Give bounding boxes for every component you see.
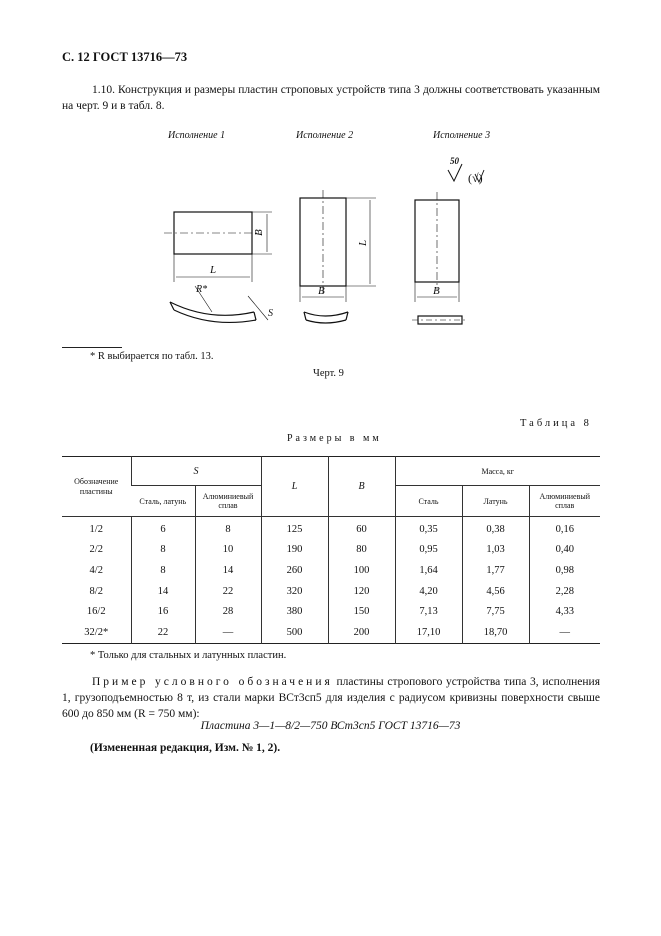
table-cell: 2/2 xyxy=(89,544,103,556)
caption-variant-1: Исполнение 1 xyxy=(168,130,226,141)
table-cell: 32/2* xyxy=(84,626,109,638)
table-cell: 8/2 xyxy=(89,585,103,597)
table-cell: 260 xyxy=(261,560,328,581)
table-cell: 125 xyxy=(261,517,328,540)
table-cell: 4/2 xyxy=(89,564,103,576)
table-subtitle: Размеры в мм xyxy=(287,433,382,444)
header-designation: Обозначение пластины xyxy=(62,457,131,517)
table-cell: 150 xyxy=(328,601,395,622)
table-row xyxy=(62,581,600,602)
table-cell: 28 xyxy=(195,601,261,622)
table-cell: 0,16 xyxy=(529,517,600,540)
table-cell: 8 xyxy=(131,560,195,581)
table-cell: 200 xyxy=(328,622,395,643)
table-cell: 4,33 xyxy=(529,601,600,622)
roughness-paren: (√) xyxy=(468,171,483,185)
variant2-curved-top xyxy=(304,312,348,316)
table-cell: 18,70 xyxy=(462,622,529,643)
table-cell: 320 xyxy=(261,581,328,602)
page-header: С. 12 ГОСТ 13716—73 xyxy=(62,50,188,64)
table-cell: 14 xyxy=(131,581,195,602)
table-footnote: * Только для стальных и латунных пластин. xyxy=(90,650,287,661)
table-cell: 8 xyxy=(195,517,261,540)
table-row xyxy=(62,601,600,622)
table-cell: 0,95 xyxy=(395,540,462,561)
example-text: пластины стропового устройства типа 3, исполнения 1, грузоподъемностью 8 т, из стали марки ВСт3сп5 для изделия с радиусом кривизны поверхности свыше 600 до 850 мм (R = 750 мм): xyxy=(62,676,600,720)
table-row xyxy=(62,622,600,643)
table-cell: — xyxy=(195,622,261,643)
drawing-figure-9 xyxy=(150,150,510,340)
table-cell: 0,35 xyxy=(395,517,462,540)
table-cell: 0,98 xyxy=(529,560,600,581)
footnote-rule xyxy=(62,347,122,348)
label-s-variant1: S xyxy=(268,308,273,319)
variant1-curved-bottom xyxy=(174,310,256,322)
table-label: Таблица 8 xyxy=(520,418,592,429)
table-cell: 17,10 xyxy=(395,622,462,643)
header-s-aluminum: Алюминиевый сплав xyxy=(195,486,261,517)
label-l-variant1: L xyxy=(210,264,217,276)
table-cell: 1/2 xyxy=(89,523,103,535)
label-b-variant1: B xyxy=(253,229,265,236)
table-cell: 7,75 xyxy=(462,601,529,622)
example-paragraph xyxy=(62,674,600,722)
table-cell: 1,03 xyxy=(462,540,529,561)
table-cell: 7,13 xyxy=(395,601,462,622)
caption-variant-3: Исполнение 3 xyxy=(433,130,491,141)
revision-note: (Измененная редакция, Изм. № 1, 2). xyxy=(90,742,281,754)
table-cell: 1,77 xyxy=(462,560,529,581)
table-cell: 8 xyxy=(131,540,195,561)
table-cell: 4,56 xyxy=(462,581,529,602)
table-row xyxy=(62,560,600,581)
table-cell: 4,20 xyxy=(395,581,462,602)
table-row xyxy=(62,517,600,540)
figure-footnote: * R выбирается по табл. 13. xyxy=(90,351,214,362)
table-cell: 100 xyxy=(328,560,395,581)
table-cell: 14 xyxy=(195,560,261,581)
table-cell: 500 xyxy=(261,622,328,643)
label-b-variant2: B xyxy=(318,285,325,297)
table-cell: 2,28 xyxy=(529,581,600,602)
label-b-variant3: B xyxy=(433,285,440,297)
header-mass: Масса, кг xyxy=(395,457,600,486)
table-cell: — xyxy=(529,622,600,643)
caption-variant-2: Исполнение 2 xyxy=(296,130,354,141)
table-row xyxy=(62,540,600,561)
header-s-steel-brass: Сталь, латунь xyxy=(131,486,195,517)
table-cell: 60 xyxy=(328,517,395,540)
table-cell: 120 xyxy=(328,581,395,602)
designation-example: Пластина 3—1—8/2—750 ВСт3сп5 ГОСТ 13716—73 xyxy=(200,720,461,732)
table-cell: 16 xyxy=(131,601,195,622)
header-b: B xyxy=(328,457,395,517)
roughness-mark-icon xyxy=(448,164,462,181)
table-cell: 10 xyxy=(195,540,261,561)
table-cell: 380 xyxy=(261,601,328,622)
table-cell: 0,40 xyxy=(529,540,600,561)
example-lead: Пример условного обозначения xyxy=(92,676,333,688)
header-mass-brass: Латунь xyxy=(462,486,529,517)
table-cell: 6 xyxy=(131,517,195,540)
header-s: S xyxy=(131,457,261,486)
table-cell: 16/2 xyxy=(86,606,106,618)
table-cell: 22 xyxy=(131,622,195,643)
roughness-value: 50 xyxy=(450,156,459,166)
table-cell: 80 xyxy=(328,540,395,561)
header-mass-aluminum: Алюминиевый сплав xyxy=(529,486,600,517)
header-l: L xyxy=(261,457,328,517)
table-cell: 190 xyxy=(261,540,328,561)
table-cell: 0,38 xyxy=(462,517,529,540)
table-cell: 1,64 xyxy=(395,560,462,581)
label-l-variant2: L xyxy=(357,239,369,246)
header-mass-steel: Сталь xyxy=(395,486,462,517)
intro-paragraph: 1.10. Конструкция и размеры пластин строповых устройств типа 3 должны соответствовать указанным на черт. 9 и в табл. 8. xyxy=(62,84,600,112)
figure-title: Черт. 9 xyxy=(313,368,344,379)
table-cell: 22 xyxy=(195,581,261,602)
label-r: R* xyxy=(196,284,208,295)
table-8 xyxy=(62,456,600,644)
